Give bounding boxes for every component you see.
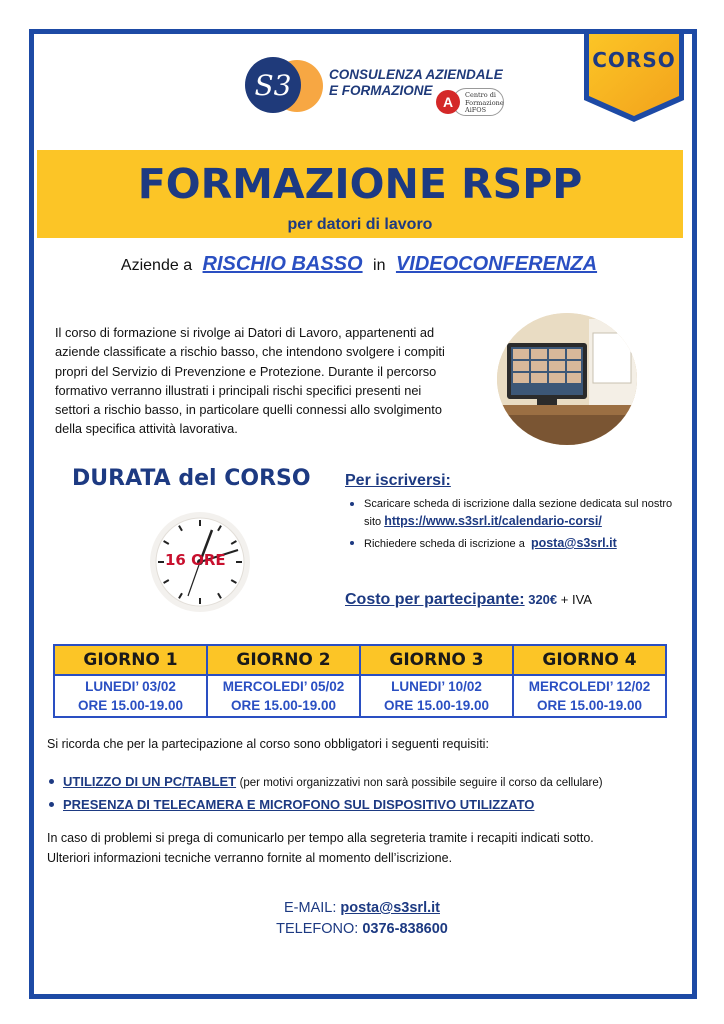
schedule-cell: LUNEDI’ 10/02 ORE 15.00-19.00 — [360, 675, 513, 717]
registration-email-link[interactable]: posta@s3srl.it — [530, 536, 617, 550]
phone-line — [0, 919, 724, 940]
schedule-cell: MERCOLEDI’ 12/02 ORE 15.00-19.00 — [513, 675, 666, 717]
partner-logo — [436, 88, 508, 120]
schedule-header: GIORNO 3 — [360, 645, 513, 675]
delivery-mode: VIDEOCONFERENZA — [395, 253, 598, 275]
schedule-header: GIORNO 1 — [54, 645, 207, 675]
badge-label: CORSO — [592, 48, 676, 72]
course-badge — [582, 34, 686, 124]
registration-item: Scaricare scheda di iscrizione dalla sezione dedicata sul nostro sito https://www.s3srl.it/calendario-corsi/ — [348, 496, 688, 531]
target-middle: in — [373, 257, 386, 274]
schedule-header: GIORNO 4 — [513, 645, 666, 675]
schedule-table — [53, 644, 667, 718]
logo-line-2: E FORMAZIONE — [329, 83, 433, 98]
videoconference-photo — [497, 313, 637, 445]
schedule-header-row — [54, 645, 666, 675]
email-line — [0, 898, 724, 919]
email-label: E-MAIL: — [284, 900, 337, 916]
phone-number: 0376-838600 — [362, 921, 448, 937]
schedule-cell: LUNEDI’ 03/02 ORE 15.00-19.00 — [54, 675, 207, 717]
registration-item: Richiedere scheda di iscrizione a posta@s3srl.it — [348, 535, 688, 553]
phone-label: TELEFONO: — [276, 921, 359, 937]
price-label: Costo per partecipante: — [345, 591, 525, 608]
course-description: Il corso di formazione si rivolge ai Datori di Lavoro, appartenenti ad aziende classificate a rischio basso, che intendono svolgere i compiti propri del Servizio di Prevenzione e Protezione. Durante il percorso formativo verranno illustrati i principali rischi specifici presenti nei settori a rischio basso, in particolare quelli connessi allo svolgimento della specifica attività lavorativa. — [55, 325, 445, 437]
schedule-cell: MERCOLEDI’ 05/02 ORE 15.00-19.00 — [207, 675, 360, 717]
target-prefix: Aziende a — [120, 257, 193, 274]
calendar-link[interactable]: https://www.s3srl.it/calendario-corsi/ — [384, 514, 602, 528]
price-line — [345, 591, 592, 609]
duration-title: DURATA del CORSO — [72, 466, 311, 491]
logo-line-1: CONSULENZA AZIENDALE — [329, 67, 503, 82]
risk-level: RISCHIO BASSO — [202, 253, 363, 275]
price-suffix: + IVA — [560, 592, 592, 607]
email-link[interactable]: posta@s3srl.it — [340, 900, 440, 916]
videoconference-illustration — [497, 313, 637, 445]
contacts — [0, 898, 724, 940]
page-title: FORMAZIONE RSPP — [137, 160, 583, 208]
registration-list — [348, 496, 688, 553]
logo-mark: S3 — [245, 57, 301, 113]
partner-logo-text: Centro di Formazione AiFOS — [452, 88, 504, 116]
schedule-row — [54, 675, 666, 717]
page-subtitle: per datori di lavoro — [287, 216, 433, 233]
requirements-intro: Si ricorda che per la partecipazione al corso sono obbligatori i seguenti requisiti: — [47, 737, 489, 751]
duration-hours: 16 ORE — [165, 551, 226, 569]
requirement-item: PRESENZA DI TELECAMERA E MICROFONO SUL DISPOSITIVO UTILIZZATO — [47, 794, 687, 816]
requirement-item: UTILIZZO DI UN PC/TABLET (per motivi organizzativi non sarà possibile seguire il corso da cellulare) — [47, 771, 687, 794]
target-line — [0, 253, 724, 276]
title-banner — [37, 150, 683, 238]
requirements-list — [47, 771, 687, 816]
partner-mark-icon: A — [436, 90, 460, 114]
price-value: 320€ — [528, 592, 558, 607]
registration-title: Per iscriversi: — [345, 472, 451, 489]
closing-notes: In caso di problemi si prega di comunicarlo per tempo alla segreteria tramite i recapiti indicati sotto. Ulteriori informazioni tecniche verranno fornite al momento dell’iscrizione. — [47, 831, 594, 865]
schedule-header: GIORNO 2 — [207, 645, 360, 675]
